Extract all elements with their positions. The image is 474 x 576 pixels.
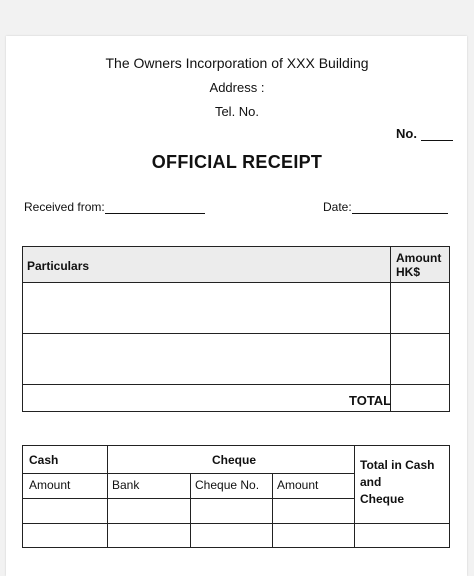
date-field [323,200,448,214]
bank-header: Bank [112,478,140,492]
total-cash-cheque-header [360,457,449,508]
particulars-header: Particulars [27,259,90,273]
cheque-no-header: Cheque No. [195,478,260,492]
address-label: Address : [209,80,265,95]
date-label: Date: [323,200,352,214]
receipt-number-line [421,128,453,141]
payment-table [22,445,450,548]
receipt-title: OFFICIAL RECEIPT [151,152,323,172]
receipt-number [396,126,453,141]
row-divider [390,333,449,334]
row-divider [23,523,449,524]
amount-header [396,251,441,279]
row-divider [23,473,354,474]
row-divider [23,384,390,385]
received-from-field [24,200,205,214]
total-amount-cell [390,384,449,411]
amount-header-label: Amount [396,251,442,265]
total-cash-cheque-line2: Cheque [360,492,405,506]
column-divider [272,473,273,547]
cash-amount-header: Amount [29,478,71,492]
receipt-number-label: No. [396,126,417,141]
total-cash-cheque-line1: Total in Cash and [360,458,435,489]
cheque-amount-header: Amount [277,478,319,492]
date-line [352,201,448,214]
column-divider [107,446,108,547]
currency-label: HK$ [396,265,421,279]
total-label: TOTAL [349,393,392,408]
particulars-table [22,246,450,412]
tel-label: Tel. No. [214,104,260,119]
cash-header: Cash [29,453,59,467]
column-divider [354,446,355,547]
row-divider [23,333,390,334]
received-from-label: Received from: [24,200,105,214]
received-from-line [105,201,205,214]
row-divider [23,498,354,499]
cheque-header: Cheque [212,453,257,467]
column-divider [190,473,191,547]
organization-name: The Owners Incorporation of XXX Building [105,55,369,71]
